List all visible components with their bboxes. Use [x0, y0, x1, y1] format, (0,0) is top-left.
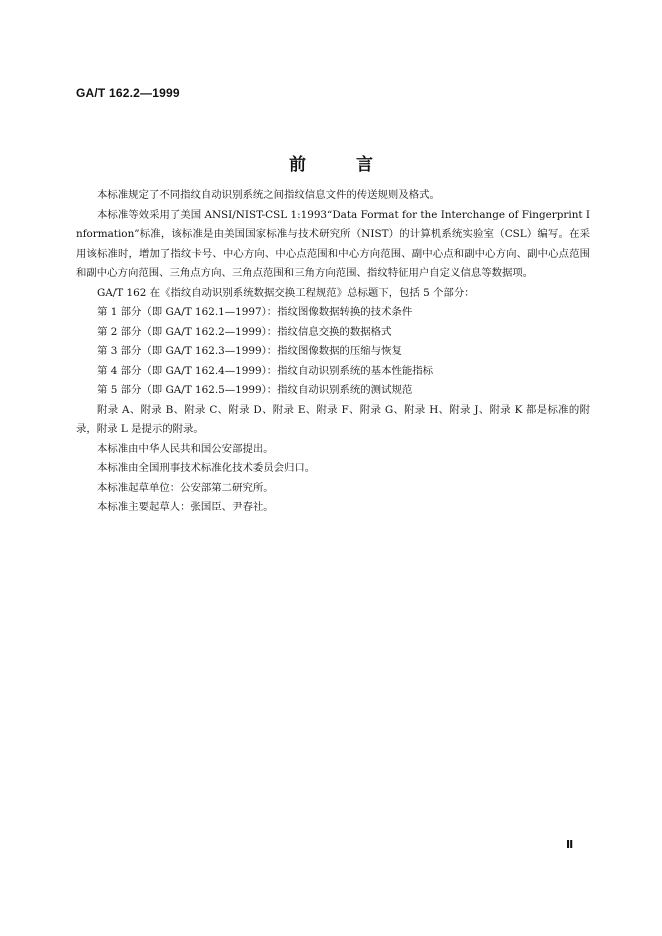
paragraph-equivalence: 本标准等效采用了美国 ANSI/NIST-CSL 1:1993“Data Format for the Interchange of Fingerprint Information”标准，该标准是由美国国家标准与技术研究所（NIST）的计算机系统实验室（CSL）编写。在采用该标准时，增加了指纹卡号、中心方向、中心点范围和中心方向范围、副中心点和副中心方向、副中心点范围和副中心方向范围、三角点方向、三角点范围和三角方向范围、指纹特征用户自定义信息等数据项。 [76, 208, 590, 279]
paragraph-part-2: 第 2 部分（即 GA/T 162.2—1999）：指纹信息交换的数据格式 [97, 325, 392, 338]
page-title: 前言 [289, 155, 423, 175]
paragraph-part-5: 第 5 部分（即 GA/T 162.5—1999）：指纹自动识别系统的测试规范 [97, 384, 413, 396]
standard-code-header: GA/T 162.2—1999 [76, 86, 180, 100]
paragraph-centralized-by: 本标准由全国刑事技术标准化技术委员会归口。 [97, 462, 316, 474]
paragraph-part-3: 第 3 部分（即 GA/T 162.3—1999）：指纹图像数据的压缩与恢复 [97, 345, 402, 357]
paragraph-proposed-by: 本标准由中华人民共和国公安部提出。 [97, 442, 274, 455]
page-number: Ⅱ [566, 839, 574, 851]
paragraph-parts-intro: GA/T 162 在《指纹自动识别系统数据交换工程规范》总标题下，包括 5 个部分： [97, 286, 475, 299]
preface-body [76, 186, 590, 518]
paragraph-appendices: 附录 A、附录 B、附录 C、附录 D、附录 E、附录 F、附录 G、附录 H、附录 J、附录 K 都是标准的附录，附录 L 是提示的附录。 [76, 403, 590, 435]
paragraph-part-4: 第 4 部分（即 GA/T 162.4—1999）：指纹自动识别系统的基本性能指标 [97, 364, 434, 377]
paragraph-drafters: 本标准主要起草人：张国臣、尹春社。 [97, 501, 274, 513]
paragraph-scope: 本标准规定了不同指纹自动识别系统之间指纹信息文件的传送规则及格式。 [97, 189, 440, 201]
paragraph-drafting-unit: 本标准起草单位：公安部第二研究所。 [97, 481, 274, 494]
paragraph-part-1: 第 1 部分（即 GA/T 162.1—1997）：指纹图像数据转换的技术条件 [97, 306, 413, 318]
